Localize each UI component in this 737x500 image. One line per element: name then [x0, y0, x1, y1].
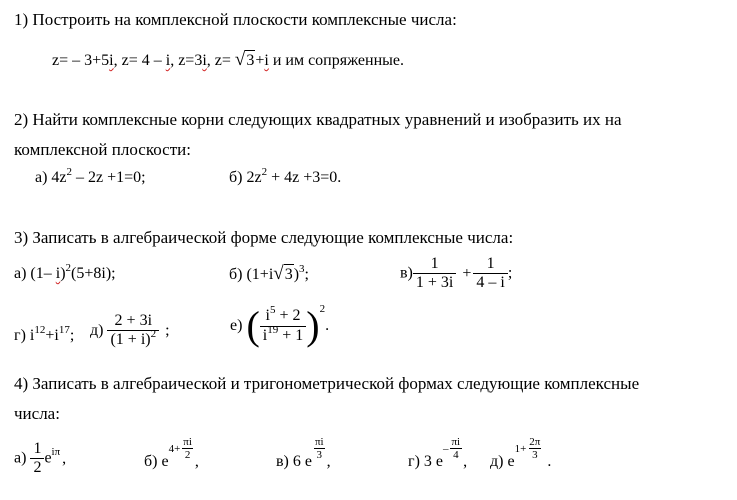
imag-unit: i: [165, 52, 171, 69]
problem-4-item-d: д) e 1+ $\frac{2\pi}{3}$ .: [490, 436, 552, 470]
expr-text: , z=: [206, 52, 235, 69]
fraction: $\frac{2 + 3i}{(1 + i)^2}$: [107, 312, 159, 350]
fraction: $\frac{1}{2}$: [30, 440, 44, 477]
problem-1-heading: 1) Построить на комплексной плоскости комплексные числа:: [14, 10, 457, 29]
problem-4-heading-line2: числа:: [14, 404, 60, 423]
sqrt-expression: √3: [234, 49, 255, 70]
problem-4-item-g: г) 3 e – $\frac{\pi i}{4}$ ,: [408, 436, 468, 470]
problem-3-item-d: д) $\frac{2 + 3i}{(1 + i)^2}$ ;: [90, 312, 170, 348]
problem-4-item-v: в) 6 e $\frac{\pi i}{3}$ ,: [276, 436, 331, 471]
problem-2-heading-line2: комплексной плоскости:: [14, 140, 191, 159]
expr-text: и им сопряженные.: [268, 52, 405, 69]
problem-3-heading: 3) Записать в алгебраической форме следующие комплексные числа:: [14, 228, 514, 247]
fraction: $\frac{i^5 + 2}{i^{19} + 1}$: [260, 307, 306, 346]
fraction: $\frac{1}{1 + 3i}$: [413, 255, 456, 292]
problem-2-item-a: а) $4z^2 - 2z +1=0$;: [35, 166, 146, 186]
problem-2-heading-line1: 2) Найти комплексные корни следующих квадратных уравнений и изобразить их на: [14, 110, 622, 129]
problem-3-item-a: а) (1– i)$^2$(5+8i);: [14, 262, 116, 282]
expr-text: , z= 4 –: [113, 52, 166, 69]
problem-4-item-a: а) $\frac{1}{2}$ $e^{i\pi}$ ,: [14, 440, 67, 476]
sqrt-radicand: 3: [246, 52, 255, 69]
problem-2-item-b: б) $2z^2 + 4z +3=0$.: [229, 166, 342, 186]
problem-3-item-e: е) ( $\frac{i^5 + 2}{i^{19} + 1}$ )$^2$.: [230, 302, 330, 348]
expr-text: z= – 3+5: [52, 52, 110, 69]
problem-1-numbers: [52, 50, 404, 71]
expr-text: +: [255, 52, 265, 69]
problem-3-item-g: г) $i^{12}+i^{17}$;: [14, 324, 75, 344]
problem-3-item-b: б) $(1+i√3)^3$;: [229, 263, 309, 284]
fraction: $\frac{1}{4 - i}$: [473, 255, 507, 292]
imag-unit: i: [109, 52, 114, 69]
problem-3-item-v: в) $\frac{1}{1 + 3i}$ + $\frac{1}{4 - i}$ ;: [400, 255, 513, 291]
imag-unit: i: [264, 52, 269, 69]
expr-text: , z=3: [170, 52, 203, 69]
problem-4-item-b: б) e 4+ $\frac{\pi i}{2}$ ,: [144, 436, 199, 470]
imag-unit: i: [202, 52, 207, 69]
problem-4-heading-line1: 4) Записать в алгебраической и тригонометрической формах следующие комплексные: [14, 374, 640, 393]
